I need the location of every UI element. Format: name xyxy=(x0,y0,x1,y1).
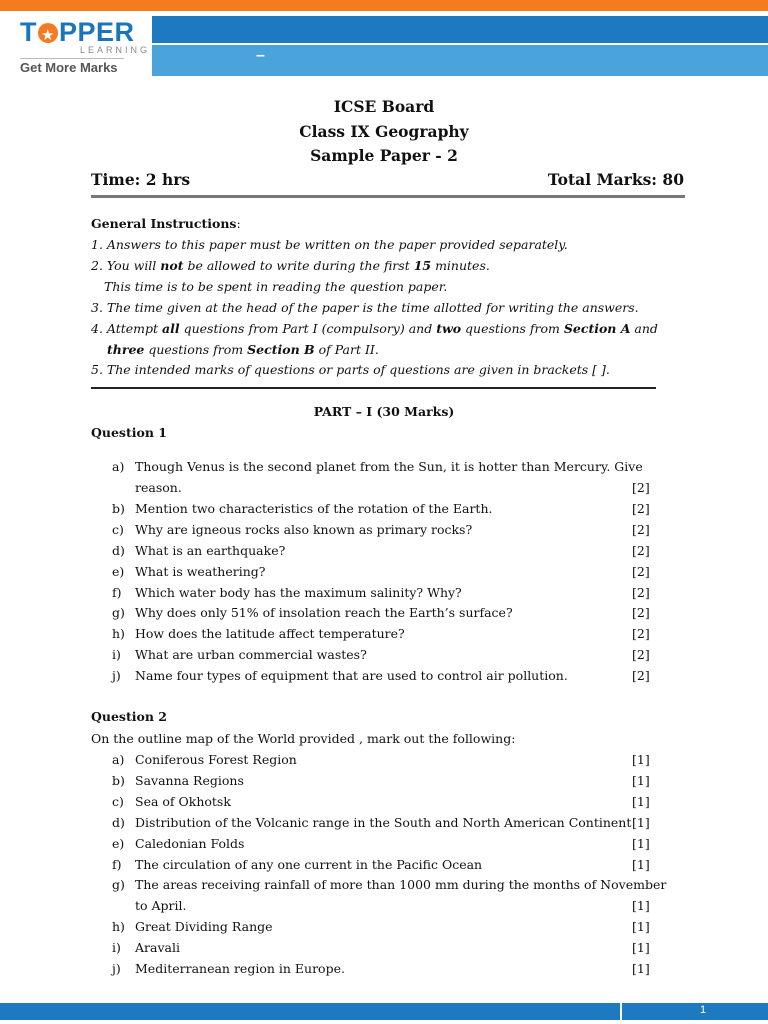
item-text: How does the latitude affect temperature? xyxy=(135,626,405,642)
item-label: b) xyxy=(112,772,125,788)
item-marks: [2] xyxy=(632,605,650,621)
item-text: Coniferous Forest Region xyxy=(135,752,297,767)
logo-learning: LEARNING xyxy=(80,45,151,55)
item-text: What is weathering? xyxy=(135,563,266,579)
header-dash: – xyxy=(256,47,265,64)
item-marks: [1] xyxy=(632,856,650,872)
total-marks-label: Total Marks: 80 xyxy=(547,170,684,189)
item-text: Distribution of the Volcanic range in the South and North American Continent xyxy=(135,814,632,830)
question-2-title: Question 2 xyxy=(91,709,167,724)
item-text: Caledonian Folds xyxy=(135,835,245,851)
logo-divider xyxy=(20,58,124,59)
page-number: 1 xyxy=(700,1004,707,1016)
logo-word: T★ PPER xyxy=(20,18,146,46)
item-marks: [2] xyxy=(632,626,650,642)
item-text: The circulation of any one current in the Pacific Ocean xyxy=(135,856,483,872)
item-label: b) xyxy=(112,500,125,516)
header-rule xyxy=(91,195,685,198)
instruction-1: 1. Answers to this paper must be written on the paper provided separately. xyxy=(91,237,568,252)
instruction-5: 5. The intended marks of questions or parts of questions are given in brackets [ ]. xyxy=(91,362,610,377)
item-marks: [2] xyxy=(632,480,650,495)
item-text: Why does only 51% of insolation reach the Earth’s surface? xyxy=(135,605,513,621)
item-text: Aravali xyxy=(135,940,180,956)
item-label: j) xyxy=(112,668,121,684)
star-icon xyxy=(38,23,58,43)
header-band-dark xyxy=(152,16,768,43)
item-text: Savanna Regions xyxy=(135,772,244,788)
item-label: a) xyxy=(112,459,125,474)
top-orange-bar xyxy=(0,0,768,11)
item-label: i) xyxy=(112,647,121,663)
instructions-heading: General Instructions: xyxy=(91,216,241,231)
item-marks: [1] xyxy=(632,814,650,830)
board-title: ICSE Board xyxy=(333,97,435,116)
item-marks: [1] xyxy=(632,772,650,788)
item-marks: [1] xyxy=(632,835,650,851)
class-title: Class IX Geography xyxy=(299,122,469,141)
item-marks: [2] xyxy=(632,542,650,558)
footer-bar xyxy=(0,1003,620,1020)
instruction-2: 2. You will not be allowed to write during the first 15 minutes. xyxy=(91,258,490,273)
item-label: d) xyxy=(112,814,125,830)
item-marks: [2] xyxy=(632,563,650,579)
instructions-rule xyxy=(91,387,656,389)
item-marks: [1] xyxy=(632,961,650,977)
item-label: i) xyxy=(112,940,121,956)
item-label: f) xyxy=(112,856,122,872)
item-text-cont: to April. xyxy=(135,898,187,914)
item-marks: [2] xyxy=(632,500,650,516)
item-label: e) xyxy=(112,563,125,579)
item-marks: [1] xyxy=(632,919,650,935)
item-text: Mention two characteristics of the rotation of the Earth. xyxy=(135,500,493,516)
item-marks: [2] xyxy=(632,668,650,684)
item-text: The areas receiving rainfall of more than 1000 mm during the months of November xyxy=(135,877,667,893)
item-label: h) xyxy=(112,626,125,642)
time-label: Time: 2 hrs xyxy=(91,170,191,189)
item-label: e) xyxy=(112,835,125,851)
item-label: g) xyxy=(112,605,125,621)
instruction-4: 4. Attempt all questions from Part I (compulsory) and two questions from Section A and xyxy=(91,321,658,336)
instruction-2-cont: This time is to be spent in reading the question paper. xyxy=(104,279,448,294)
item-text: Though Venus is the second planet from the Sun, it is hotter than Mercury. Give xyxy=(135,459,643,474)
item-marks: [1] xyxy=(632,940,650,956)
footer-bar-right xyxy=(622,1003,768,1020)
item-label: f) xyxy=(112,584,122,600)
topper-logo xyxy=(20,17,151,76)
instruction-3: 3. The time given at the head of the paper is the time allotted for writing the answers. xyxy=(91,300,639,315)
item-marks: [1] xyxy=(632,898,650,914)
logo-tagline: Get More Marks xyxy=(20,60,118,75)
item-marks: [2] xyxy=(632,584,650,600)
sample-title: Sample Paper - 2 xyxy=(310,146,458,165)
item-label: a) xyxy=(112,752,125,767)
item-text: What is an earthquake? xyxy=(135,542,286,558)
item-marks: [2] xyxy=(632,521,650,537)
part-heading: PART – I (30 Marks) xyxy=(313,404,455,419)
time-marks-row xyxy=(91,170,684,189)
question-1-title: Question 1 xyxy=(91,425,167,440)
item-text: Name four types of equipment that are used to control air pollution. xyxy=(135,668,568,684)
item-text: Mediterranean region in Europe. xyxy=(135,961,345,977)
item-text: Which water body has the maximum salinity? Why? xyxy=(135,584,462,600)
item-text: Sea of Okhotsk xyxy=(135,793,231,809)
item-text: Why are igneous rocks also known as primary rocks? xyxy=(135,521,473,537)
item-label: g) xyxy=(112,877,125,893)
question-2-intro: On the outline map of the World provided , mark out the following: xyxy=(91,731,516,746)
header-band-light xyxy=(152,45,768,76)
item-label: j) xyxy=(112,961,121,977)
item-marks: [1] xyxy=(632,752,650,767)
item-text: What are urban commercial wastes? xyxy=(135,647,367,663)
item-label: h) xyxy=(112,919,125,935)
item-marks: [1] xyxy=(632,793,650,809)
item-label: c) xyxy=(112,521,124,537)
item-marks: [2] xyxy=(632,647,650,663)
item-text-cont: reason. xyxy=(135,480,182,495)
item-label: d) xyxy=(112,542,125,558)
instruction-4-cont: three questions from Section B of Part II. xyxy=(107,342,379,357)
item-text: Great Dividing Range xyxy=(135,919,273,935)
item-label: c) xyxy=(112,793,124,809)
